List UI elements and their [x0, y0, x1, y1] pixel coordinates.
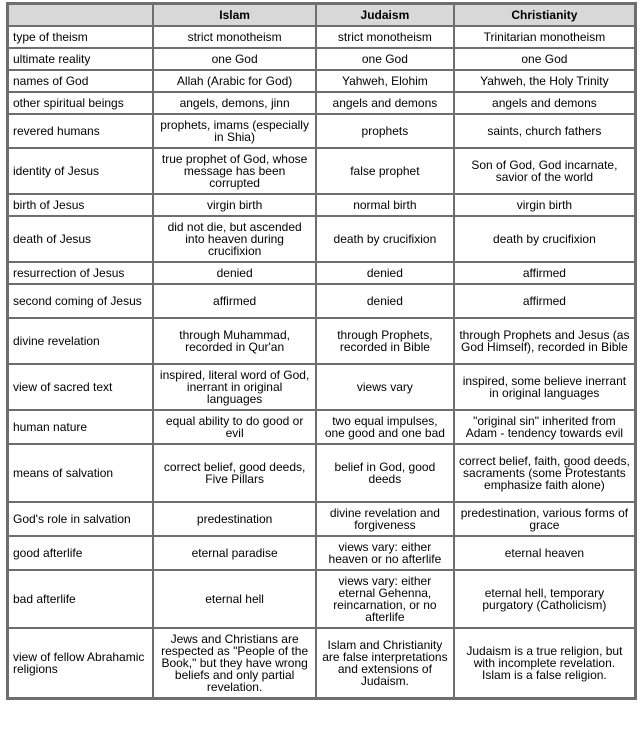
cell-judaism: denied: [316, 262, 454, 284]
table-row: [8, 92, 636, 114]
table-row: [8, 410, 636, 444]
cell-judaism: death by crucifixion: [316, 216, 454, 262]
cell-judaism: strict monotheism: [316, 26, 454, 48]
cell-islam: inspired, literal word of God, inerrant in original languages: [153, 364, 316, 410]
cell-christianity: saints, church fathers: [454, 114, 636, 148]
table-row: [8, 284, 636, 318]
row-label: type of theism: [8, 26, 154, 48]
cell-islam: did not die, but ascended into heaven during crucifixion: [153, 216, 316, 262]
row-label: view of sacred text: [8, 364, 154, 410]
row-label: bad afterlife: [8, 570, 154, 628]
row-label: birth of Jesus: [8, 194, 154, 216]
table-row: [8, 570, 636, 628]
header-christianity: Christianity: [454, 4, 636, 27]
table-row: [8, 444, 636, 502]
row-label: view of fellow Abrahamic religions: [8, 628, 154, 698]
cell-judaism: Islam and Christianity are false interpretations and extensions of Judaism.: [316, 628, 454, 698]
row-label: second coming of Jesus: [8, 284, 154, 318]
cell-judaism: false prophet: [316, 148, 454, 194]
header-row: [8, 4, 636, 27]
religion-comparison-table: [6, 2, 637, 700]
cell-islam: virgin birth: [153, 194, 316, 216]
row-label: human nature: [8, 410, 154, 444]
header-judaism: Judaism: [316, 4, 454, 27]
row-label: identity of Jesus: [8, 148, 154, 194]
cell-islam: affirmed: [153, 284, 316, 318]
cell-islam: eternal hell: [153, 570, 316, 628]
table-row: [8, 48, 636, 70]
cell-judaism: views vary: either heaven or no afterlife: [316, 536, 454, 570]
cell-christianity: virgin birth: [454, 194, 636, 216]
cell-christianity: eternal heaven: [454, 536, 636, 570]
header-empty: [8, 4, 154, 27]
cell-islam: eternal paradise: [153, 536, 316, 570]
table-row: [8, 318, 636, 364]
table-row: [8, 628, 636, 698]
cell-islam: Allah (Arabic for God): [153, 70, 316, 92]
cell-judaism: one God: [316, 48, 454, 70]
cell-islam: one God: [153, 48, 316, 70]
cell-christianity: death by crucifixion: [454, 216, 636, 262]
cell-islam: Jews and Christians are respected as "People of the Book," but they have wrong beliefs and only partial revelation.: [153, 628, 316, 698]
row-label: other spiritual beings: [8, 92, 154, 114]
table-row: [8, 26, 636, 48]
table-row: [8, 262, 636, 284]
cell-christianity: eternal hell, temporary purgatory (Catholicism): [454, 570, 636, 628]
cell-judaism: normal birth: [316, 194, 454, 216]
cell-judaism: two equal impulses, one good and one bad: [316, 410, 454, 444]
cell-christianity: inspired, some believe inerrant in original languages: [454, 364, 636, 410]
cell-judaism: denied: [316, 284, 454, 318]
cell-islam: predestination: [153, 502, 316, 536]
row-label: divine revelation: [8, 318, 154, 364]
cell-islam: true prophet of God, whose message has been corrupted: [153, 148, 316, 194]
cell-christianity: Trinitarian monotheism: [454, 26, 636, 48]
header-islam: Islam: [153, 4, 316, 27]
cell-christianity: correct belief, faith, good deeds, sacraments (some Protestants emphasize faith alone): [454, 444, 636, 502]
cell-christianity: Yahweh, the Holy Trinity: [454, 70, 636, 92]
cell-christianity: one God: [454, 48, 636, 70]
row-label: ultimate reality: [8, 48, 154, 70]
row-label: means of salvation: [8, 444, 154, 502]
cell-christianity: Judaism is a true religion, but with incomplete revelation. Islam is a false religion.: [454, 628, 636, 698]
row-label: names of God: [8, 70, 154, 92]
table-row: [8, 536, 636, 570]
cell-islam: correct belief, good deeds, Five Pillars: [153, 444, 316, 502]
table-row: [8, 502, 636, 536]
cell-islam: denied: [153, 262, 316, 284]
table-row: [8, 114, 636, 148]
table-row: [8, 216, 636, 262]
cell-christianity: predestination, various forms of grace: [454, 502, 636, 536]
cell-judaism: through Prophets, recorded in Bible: [316, 318, 454, 364]
row-label: death of Jesus: [8, 216, 154, 262]
row-label: God's role in salvation: [8, 502, 154, 536]
cell-christianity: Son of God, God incarnate, savior of the world: [454, 148, 636, 194]
cell-islam: angels, demons, jinn: [153, 92, 316, 114]
cell-judaism: angels and demons: [316, 92, 454, 114]
cell-christianity: through Prophets and Jesus (as God Himself), recorded in Bible: [454, 318, 636, 364]
cell-christianity: affirmed: [454, 284, 636, 318]
row-label: good afterlife: [8, 536, 154, 570]
cell-judaism: views vary: either eternal Gehenna, reincarnation, or no afterlife: [316, 570, 454, 628]
cell-christianity: "original sin" inherited from Adam - tendency towards evil: [454, 410, 636, 444]
cell-judaism: views vary: [316, 364, 454, 410]
cell-islam: through Muhammad, recorded in Qur'an: [153, 318, 316, 364]
row-label: revered humans: [8, 114, 154, 148]
table-row: [8, 194, 636, 216]
row-label: resurrection of Jesus: [8, 262, 154, 284]
cell-judaism: belief in God, good deeds: [316, 444, 454, 502]
cell-judaism: divine revelation and forgiveness: [316, 502, 454, 536]
table-row: [8, 70, 636, 92]
cell-islam: prophets, imams (especially in Shia): [153, 114, 316, 148]
table-row: [8, 364, 636, 410]
cell-judaism: Yahweh, Elohim: [316, 70, 454, 92]
cell-christianity: angels and demons: [454, 92, 636, 114]
cell-islam: strict monotheism: [153, 26, 316, 48]
table-row: [8, 148, 636, 194]
cell-islam: equal ability to do good or evil: [153, 410, 316, 444]
cell-christianity: affirmed: [454, 262, 636, 284]
cell-judaism: prophets: [316, 114, 454, 148]
